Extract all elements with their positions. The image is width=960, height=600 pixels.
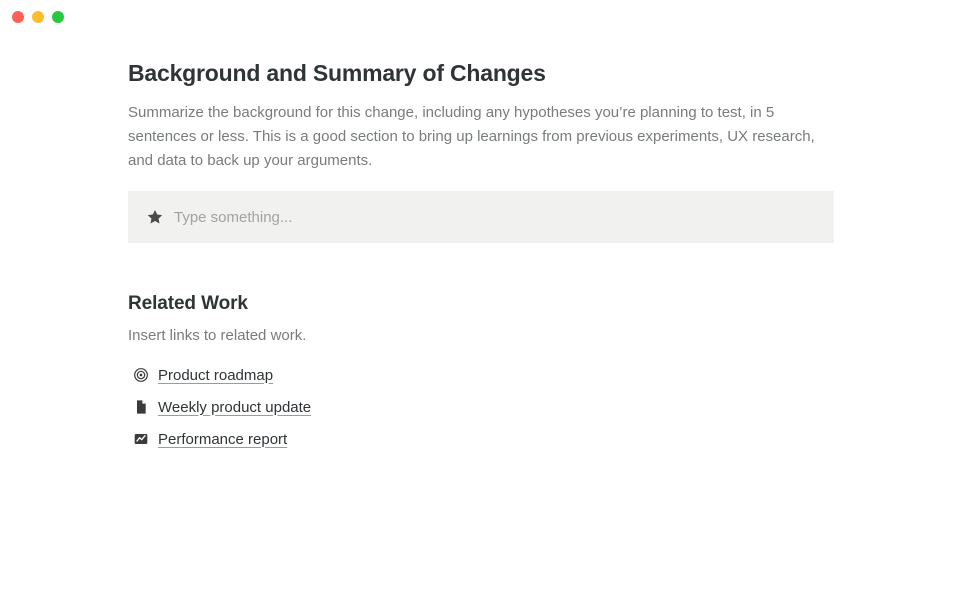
document-icon [132, 398, 150, 416]
target-icon [132, 366, 150, 384]
related-work-link[interactable]: Performance report [158, 430, 288, 448]
summary-input[interactable] [174, 209, 816, 226]
close-window-button[interactable] [12, 11, 24, 23]
related-work-link[interactable]: Weekly product update [158, 398, 312, 416]
related-work-link[interactable]: Product roadmap [158, 366, 274, 384]
list-item[interactable] [128, 423, 834, 455]
window-controls [12, 11, 64, 23]
page-title: Background and Summary of Changes [128, 60, 546, 86]
related-work-title: Related Work [128, 293, 248, 314]
section-description: Summarize the background for this change, including any hypotheses you’re planning to test, in 5 sentences or less. This is a good section to bring up learnings from previous experiments, UX research, and data to back up your arguments. [128, 104, 815, 169]
list-item[interactable] [128, 391, 834, 423]
document-body [128, 60, 834, 455]
summary-input-block[interactable] [128, 191, 834, 243]
window-titlebar [0, 0, 960, 34]
chart-icon [132, 430, 150, 448]
related-work-list [128, 359, 834, 455]
minimize-window-button[interactable] [32, 11, 44, 23]
page-content [0, 34, 960, 455]
list-item[interactable] [128, 359, 834, 391]
related-work-description: Insert links to related work. [128, 327, 307, 344]
maximize-window-button[interactable] [52, 11, 64, 23]
star-icon [146, 208, 164, 226]
